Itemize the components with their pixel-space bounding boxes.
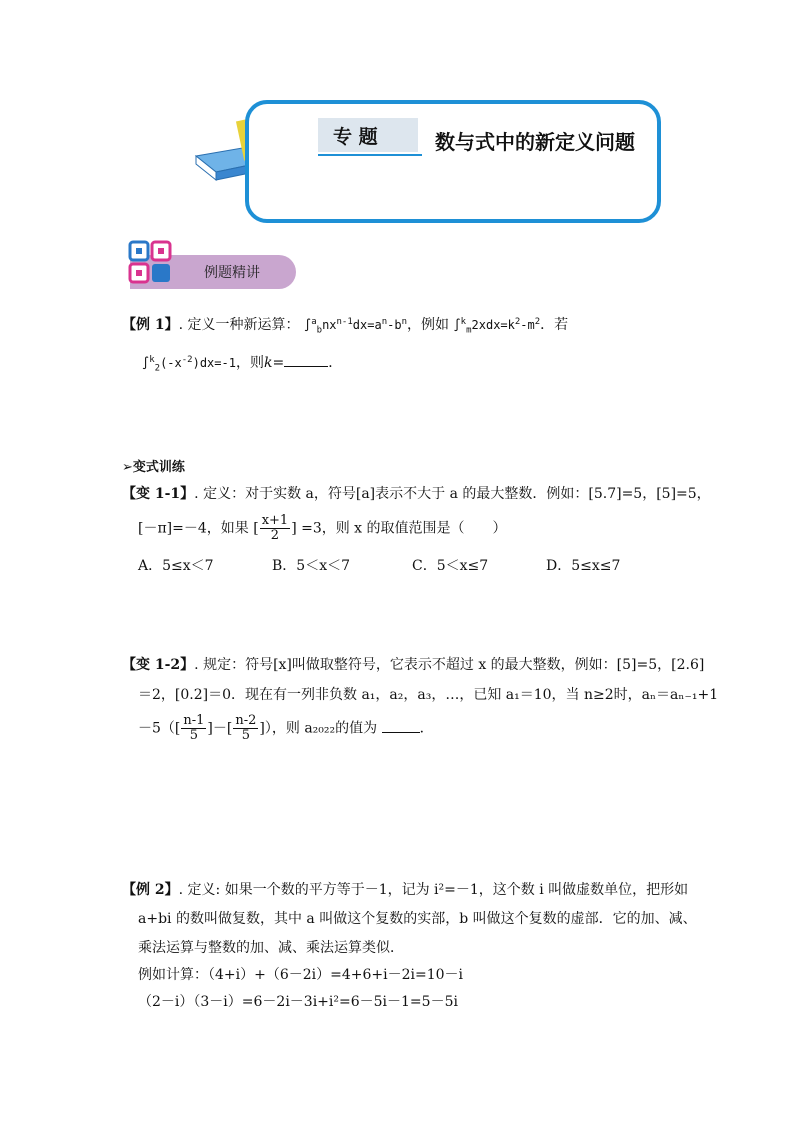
example2-tag: 【例 2】 — [122, 882, 179, 898]
variant12-answer-blank[interactable] — [382, 718, 420, 733]
variant12-fraction1: $\frac{n-1}{5}$ — [183, 713, 205, 743]
variant12-line3: －5（[ $\frac{n-1}{5}$ ]－[ $\frac{n-2}{5}$ ]），则 a₂₀₂₂的值为 ． — [138, 713, 434, 743]
title-frame — [245, 100, 661, 223]
header-label: 专 题 — [333, 126, 378, 148]
variant12-line2: ＝2，[0.2]＝0．现在有一列非负数 a₁，a₂，a₃，…，已知 a₁＝10，当 n≥2时，aₙ＝aₙ₋₁+1 — [138, 687, 719, 703]
example1-condition: $\int^k_2(-x^{-2})dx=-1$ — [142, 355, 236, 374]
example1-mid: ，例如 — [406, 317, 449, 333]
variant11-tag: 【变 1-1】 — [122, 486, 195, 502]
example2-line4: 例如计算：（4+i）+（6－2i）=4+6+i－2i=10－i — [138, 967, 464, 983]
variant11-line1 — [122, 484, 711, 504]
section-badge-label: 例题精讲 — [204, 265, 260, 281]
example1-line2 — [142, 350, 342, 378]
example1-var: k — [263, 355, 273, 371]
variant11-fraction: $\frac{x+1}{2}$ — [261, 513, 289, 543]
option-c[interactable]: C．5＜x≤7 — [412, 558, 489, 574]
example1-end: ． — [328, 355, 343, 371]
grid-icon — [126, 238, 176, 288]
variant11-options — [138, 556, 620, 576]
example1-ruo: ．若 — [540, 317, 569, 333]
variant12-tag: 【变 1-2】 — [122, 657, 195, 673]
variant12-fraction2: $\frac{n-2}{5}$ — [235, 713, 257, 743]
example2-line1 — [122, 880, 688, 900]
option-a[interactable]: A．5≤x＜7 — [138, 558, 214, 574]
example1-line1 — [122, 312, 568, 340]
example1-eq: = — [272, 355, 285, 371]
variant12-line1 — [122, 655, 704, 675]
example2-line3: 乘法运算与整数的加、减、乘法运算类似． — [138, 940, 404, 956]
variant12-text1: . 规定：符号[x]叫做取整符号，它表示不超过 x 的最大整数，例如：[5]=5，[2.6] — [194, 657, 705, 673]
example1-line2-tail: ，则 — [235, 355, 264, 371]
practice-label: ➢变式训练 — [122, 460, 185, 475]
example2-line5: （2－i）（3－i）=6－2i－3i+i²=6－5i－1=5－5i — [138, 994, 458, 1010]
example2-text1: . 定义: 如果一个数的平方等于－1，记为 i²=－1，这个数 i 叫做虚数单位，把形如 — [178, 882, 689, 898]
arrow-icon: ➢ — [122, 460, 133, 475]
variant11-text1: . 定义：对于实数 a，符号[a]表示不大于 a 的最大整数．例如：[5.7]=5，[5]=5， — [194, 486, 711, 502]
variant11-line2: [－π]=－4，如果 [ $\frac{x+1}{2}$ ] =3，则 x 的取值范围是（ ） — [138, 513, 507, 543]
header-title: 数与式中的新定义问题 — [435, 130, 635, 154]
example1-tag: 【例 1】 — [122, 317, 179, 333]
option-d[interactable]: D．5≤x≤7 — [546, 558, 621, 574]
option-b[interactable]: B．5＜x＜7 — [272, 558, 350, 574]
example1-intro: . 定义一种新运算： — [178, 317, 300, 333]
example1-answer-blank[interactable] — [284, 352, 328, 367]
example1-formula: $\int^a_bnx^{n-1}dx=a^n-b^n$ — [303, 317, 407, 336]
example1-example: $\int^k_m2xdx=k^2-m^2$ — [453, 317, 541, 336]
example2-line2: a+bi 的数叫做复数，其中 a 叫做这个复数的实部，b 叫做这个复数的虚部．它的加、减、 — [138, 911, 697, 927]
title-underline — [318, 154, 422, 156]
